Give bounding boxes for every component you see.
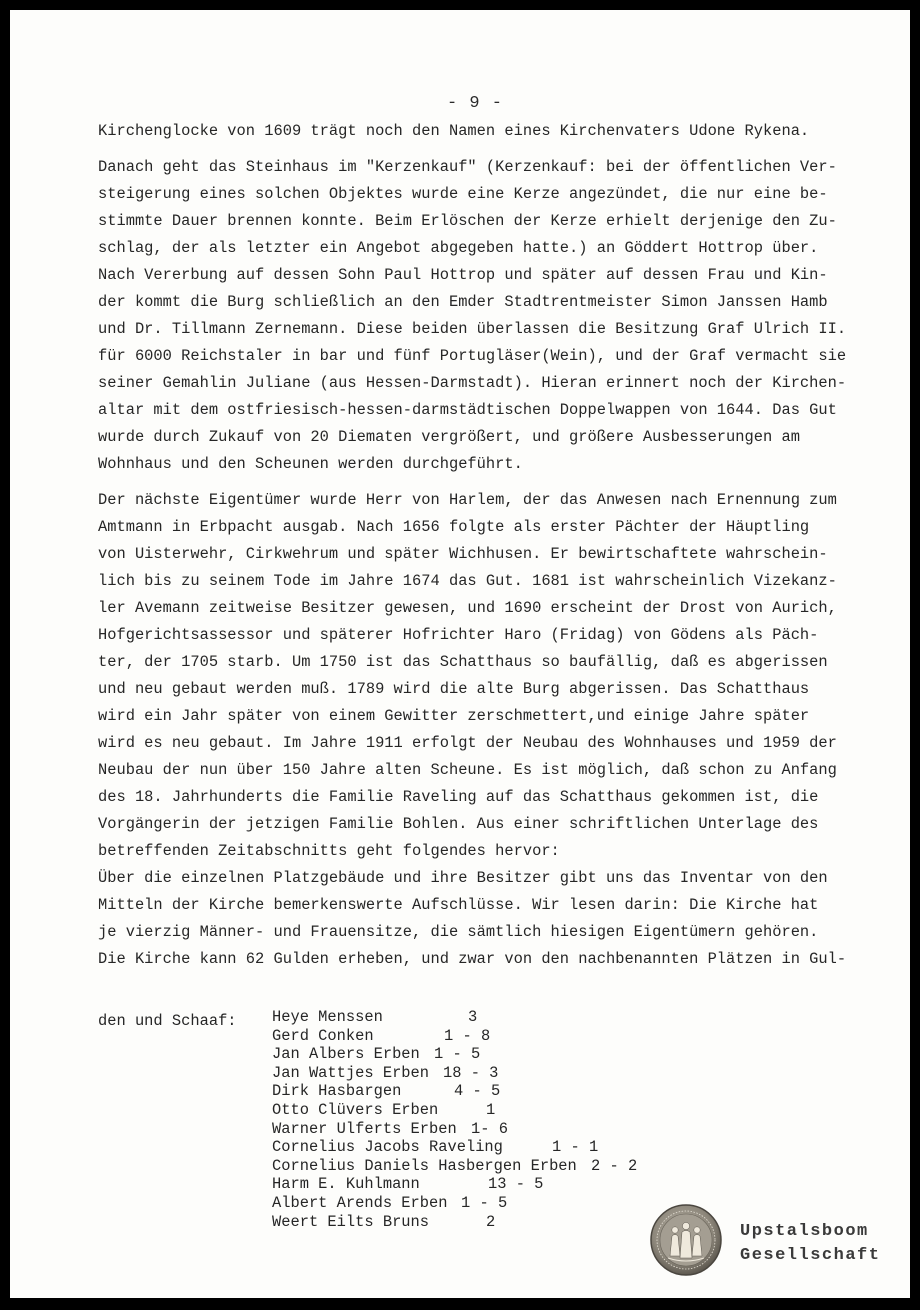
text-line: Kirchenglocke von 1609 trägt noch den Namen eines Kirchenvaters Udone Rykena. [98, 122, 810, 140]
text-line: ler Avemann zeitweise Besitzer gewesen, und 1690 erscheint der Drost von Aurich, [98, 599, 837, 617]
paragraph [98, 118, 838, 145]
text-line: von Uisterwehr, Cirkwehrum und später Wichhusen. Er bewirtschaftete wahrschein- [98, 545, 828, 563]
text-line: stimmte Dauer brennen konnte. Beim Erlöschen der Kerze erhielt derjenige den Zu- [98, 212, 837, 230]
text-line: und neu gebaut werden muß. 1789 wird die alte Burg abgerissen. Das Schatthaus [98, 680, 810, 698]
logo-line-2: Gesellschaft [740, 1246, 881, 1265]
entry-value: 1 - 5 [434, 1045, 481, 1064]
text-line: Vorgängerin der jetzigen Familie Bohlen. Aus einer schriftlichen Unterlage des [98, 815, 819, 833]
entry-name: Otto Clüvers Erben [272, 1100, 439, 1119]
entry-value: 1- 6 [471, 1119, 508, 1138]
entry-value: 1 - 8 [444, 1026, 491, 1045]
text-line: lich bis zu seinem Tode im Jahre 1674 das Gut. 1681 ist wahrscheinlich Vizekanz- [98, 572, 837, 590]
text-line: wurde durch Zukauf von 20 Diematen vergrößert, und größere Ausbesserungen am [98, 428, 800, 446]
upstalsboom-seal-icon [650, 1204, 722, 1276]
entry-name: Weert Eilts Bruns [272, 1212, 430, 1231]
entry-name: Dirk Hasbargen [272, 1082, 402, 1101]
text-line: wird ein Jahr später von einem Gewitter zerschmettert,und einige Jahre später [98, 707, 810, 725]
list-item [272, 1213, 577, 1232]
text-line: Über die einzelnen Platzgebäude und ihre Besitzer gibt uns das Inventar von den [98, 869, 828, 887]
entry-value: 13 - 5 [488, 1175, 544, 1194]
text-line: Hofgerichtsassessor und späterer Hofrichter Haro (Fridag) von Gödens als Päch- [98, 626, 819, 644]
text-line: seiner Gemahlin Juliane (aus Hessen-Darmstadt). Hieran erinnert noch der Kirchen- [98, 374, 847, 392]
text-line: Wohnhaus und den Scheunen werden durchgeführt. [98, 455, 523, 473]
text-line: Danach geht das Steinhaus im "Kerzenkauf" (Kerzenkauf: bei der öffentlichen Ver- [98, 158, 837, 176]
paragraph [98, 487, 847, 973]
list-item [272, 1194, 577, 1213]
entry-name: Harm E. Kuhlmann [272, 1175, 420, 1194]
list-item [272, 1064, 577, 1083]
text-line: je vierzig Männer- und Frauensitze, die sämtlich hiesigen Eigentümern gehören. [98, 923, 819, 941]
text-line: altar mit dem ostfriesisch-hessen-darmstädtischen Doppelwappen von 1644. Das Gut [98, 401, 837, 419]
paragraph [98, 154, 847, 478]
entry-value: 4 - 5 [454, 1082, 501, 1101]
text-line: schlag, der als letzter ein Angebot abgegeben hatte.) an Göddert Hottrop über. [98, 239, 819, 257]
list-item [272, 1045, 577, 1064]
entry-value: 1 - 1 [552, 1138, 599, 1157]
entry-value: 2 [486, 1212, 496, 1231]
body-text [98, 118, 847, 982]
text-line: betreffenden Zeitabschnitts geht folgendes hervor: [98, 842, 560, 860]
text-line: Mitteln der Kirche bemerkenswerte Aufschlüsse. Wir lesen darin: Die Kirche hat [98, 896, 819, 914]
list-item [272, 1175, 577, 1194]
list-item [272, 1008, 577, 1027]
entry-name: Cornelius Daniels Hasbergen Erben [272, 1156, 577, 1175]
upstalsboom-logo [740, 1220, 880, 1268]
text-line: des 18. Jahrhunderts die Familie Raveling auf das Schatthaus gekommen ist, die [98, 788, 819, 806]
entry-value: 18 - 3 [443, 1063, 499, 1082]
text-line: und Dr. Tillmann Zernemann. Diese beiden überlassen die Besitzung Graf Ulrich II. [98, 320, 847, 338]
document-page [10, 10, 910, 1298]
list-item [272, 1120, 577, 1139]
text-line: wird es neu gebaut. Im Jahre 1911 erfolgt der Neubau des Wohnhauses und 1959 der [98, 734, 837, 752]
contribution-list [272, 1008, 638, 1231]
entry-name: Cornelius Jacobs Raveling [272, 1138, 503, 1157]
list-item [272, 1082, 577, 1101]
page-number: - 9 - [446, 94, 503, 113]
entry-name: Gerd Conken [272, 1026, 374, 1045]
list-item [272, 1027, 577, 1046]
list-item [272, 1156, 638, 1176]
list-item [272, 1101, 577, 1120]
text-line: steigerung eines solchen Objektes wurde eine Kerze angezündet, die nur eine be- [98, 185, 828, 203]
list-item [272, 1138, 599, 1157]
text-line: Nach Vererbung auf dessen Sohn Paul Hottrop und später auf dessen Frau und Kin- [98, 266, 828, 284]
text-line: der kommt die Burg schließlich an den Emder Stadtrentmeister Simon Janssen Hamb [98, 293, 828, 311]
text-line: ter, der 1705 starb. Um 1750 ist das Schatthaus so baufällig, daß es abgerissen [98, 653, 828, 671]
text-line: Die Kirche kann 62 Gulden erheben, und zwar von den nachbenannten Plätzen in Gul- [98, 950, 847, 968]
text-line: für 6000 Reichstaler in bar und fünf Portugläser(Wein), und der Graf vermacht sie [98, 347, 847, 365]
entry-name: Jan Wattjes Erben [272, 1063, 430, 1082]
list-lead-text: den und Schaaf: [98, 1012, 237, 1030]
entry-name: Jan Albers Erben [272, 1045, 420, 1064]
entry-value: 2 - 2 [591, 1156, 638, 1175]
logo-line-1: Upstalsboom [740, 1222, 869, 1241]
text-line: Der nächste Eigentümer wurde Herr von Harlem, der das Anwesen nach Ernennung zum [98, 491, 837, 509]
entry-name: Heye Menssen [272, 1008, 383, 1026]
entry-name: Albert Arends Erben [272, 1193, 448, 1212]
entry-name: Warner Ulferts Erben [272, 1119, 457, 1138]
text-line: Neubau der nun über 150 Jahre alten Scheune. Es ist möglich, daß schon zu Anfang [98, 761, 837, 779]
entry-value: 1 - 5 [461, 1193, 508, 1212]
text-line: Amtmann in Erbpacht ausgab. Nach 1656 folgte als erster Pächter der Häuptling [98, 518, 810, 536]
entry-value: 1 [486, 1100, 496, 1119]
entry-value: 3 [468, 1008, 478, 1026]
